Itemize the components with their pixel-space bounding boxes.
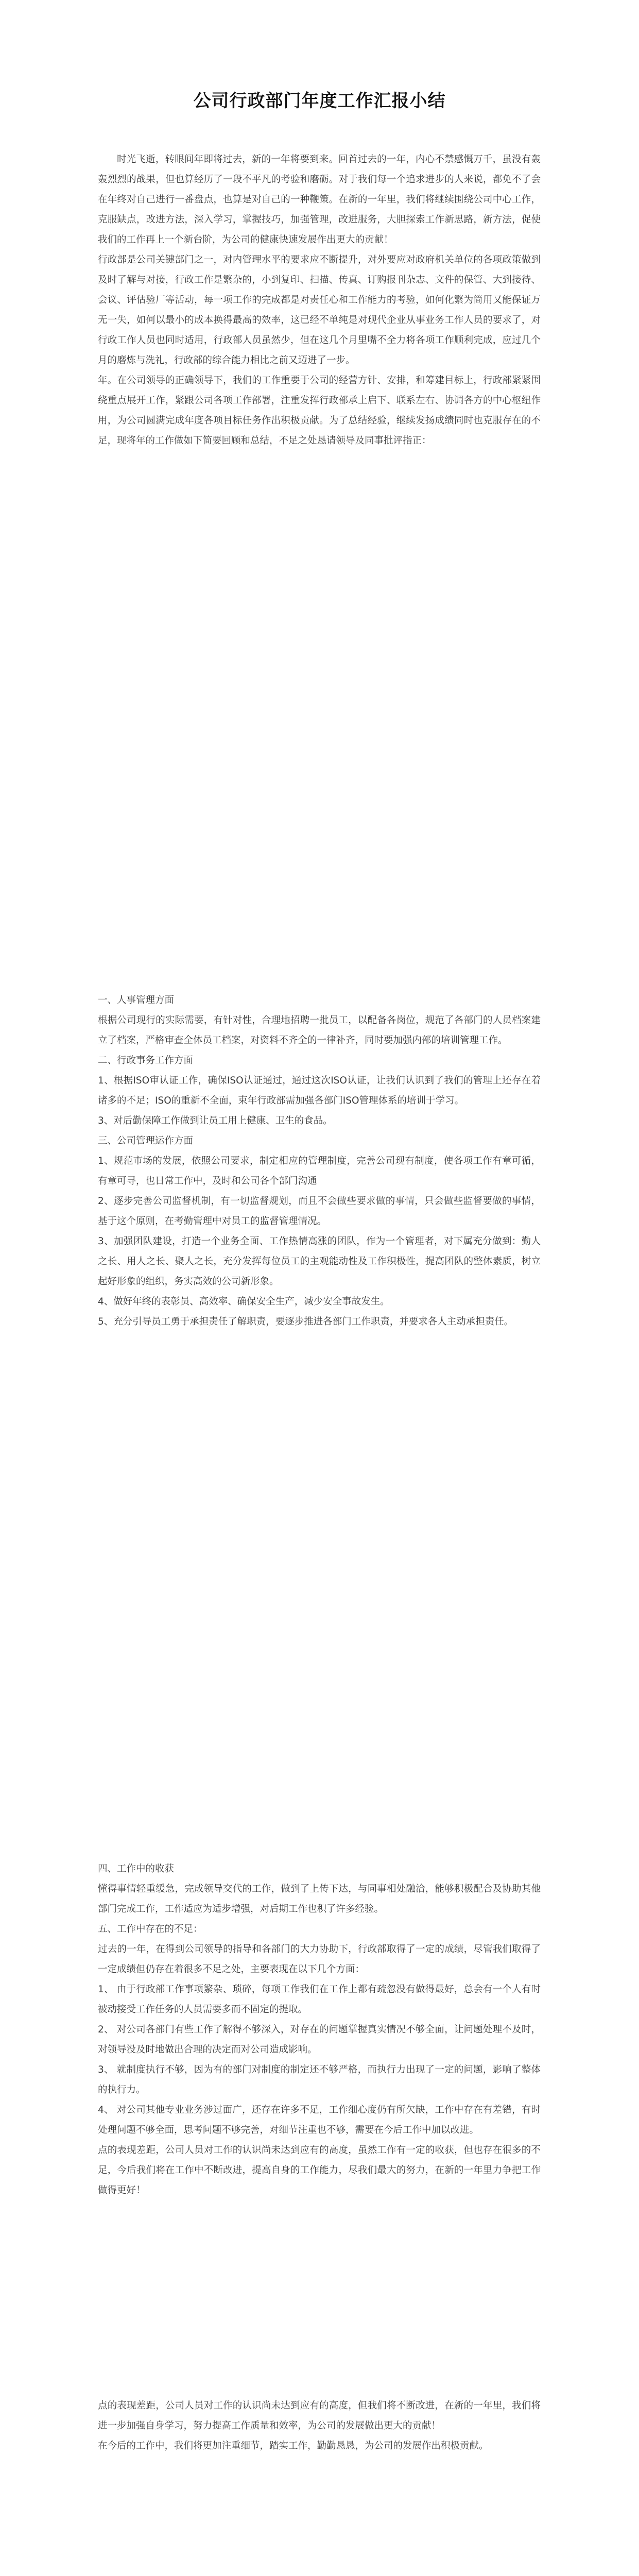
paragraph: 2、逐步完善公司监督机制，有一切监督规划，而且不会做些要求做的事情，只会做些监督要做的事情，基于这个原则，在考勤管理中对员工的监督管理情况。 — [98, 1196, 541, 1227]
paragraph: 1、根据ISO审认证工作，确保ISO认证通过，通过这次ISO认证，让我们认识到了我们的管理上还存在着诸多的不足；ISO的重新不全面，束年行政部需加强各部门ISO管理体系的培训于学习。 — [98, 1075, 541, 1106]
intro-paragraph-1: 时光飞逝，转眼间年即将过去，新的一年将要到来。回首过去的一年，内心不禁感慨万千，虽没有轰轰烈烈的战果，但也算经历了一段不平凡的考验和磨砺。对于我们每一个追求进步的人来说，都免不了会在年终对自己进行一番盘点，也算是对自己的一种鞭策。在新的一年里，我们将继续围绕公司中心工作，克服缺点，改进方法，深入学习，掌握技巧，加强管理，改进服务，大胆探索工作新思路，新方法，促使我们的工作再上一个新台阶，为公司的健康快速发展作出更大的贡献！ — [98, 154, 541, 245]
paragraph: 点的表现差距，公司人员对工作的认识尚未达到应有的高度，但我们将不断改进，在新的一年里，我们将进一步加强自身学习，努力提高工作质量和效率，为公司的发展做出更大的贡献！ — [98, 2400, 541, 2431]
intro-paragraph-2: 行政部是公司关键部门之一，对内管理水平的要求应不断提升，对外要应对政府机关单位的各项政策做到及时了解与对接，行政工作是繁杂的，小到复印、扫描、传真、订购报刊杂志、文件的保管、大到接待、会议、评估验厂等活动，每一项工作的完成都是对责任心和工作能力的考验，如何化繁为简用又能保证万无一失，如何以最小的成本换得最高的效率，这已经不单纯是对现代企业从事业务工作人员的要求了，对行政工作人员也同时适用，行政部人员虽然少，但在这几个月里嘴不全力将各项工作顺利完成，应过几个月的磨炼与洗礼，行政部的综合能力相比之前又迈进了一步。 — [98, 255, 541, 366]
paragraph: 4、做好年终的表彰员、高效率、确保安全生产，减少安全事故发生。 — [98, 1296, 390, 1307]
paragraph: 3、对后勤保障工作做到让员工用上健康、卫生的食品。 — [98, 1115, 333, 1126]
intro-section — [98, 149, 541, 451]
section-heading: 三、公司管理运作方面 — [98, 1136, 194, 1146]
paragraph: 3、加强团队建设，打造一个业务全面、工作热情高涨的团队，作为一个管理者，对下属充分做到：勤人之长、用人之长、聚人之长，充分发挥每位员工的主观能动性及工作积极性，提高团队的整体素质，树立起好形象的组织，务实高效的公司新形象。 — [98, 1236, 541, 1287]
section-heading: 一、人事管理方面 — [98, 995, 175, 1006]
paragraph: 2、 对公司各部门有些工作了解得不够深入，对存在的问题掌握真实情况不够全面，让问题处理不及时，对领导没及时地做出合理的决定而对公司造成影响。 — [98, 2024, 541, 2055]
section-gains-shortcomings — [98, 1859, 541, 2200]
section-personnel-admin — [98, 990, 541, 1332]
section-heading: 五、工作中存在的不足： — [98, 1924, 203, 1935]
paragraph: 点的表现差距，公司人员对工作的认识尚未达到应有的高度，虽然工作有一定的收获，但也存在很多的不足，今后我们将在工作中不断改进，提高自身的工作能力，尽我们最大的努力，在新的一年里力争把工作做得更好！ — [98, 2145, 541, 2196]
paragraph: 1、 由于行政部工作事项繁杂、琐碎，每项工作我们在工作上都有疏忽没有做得最好，总会有一个人有时被动接受工作任务的人员需要多而不固定的提取。 — [98, 1984, 541, 2015]
paragraph: 3、 就制度执行不够，因为有的部门对制度的制定还不够严格，而执行力出现了一定的问题，影响了整体的执行力。 — [98, 2064, 541, 2095]
paragraph: 5、充分引导员工勇于承担责任了解职责，要逐步推进各部门工作职责，并要求各人主动承担责任。 — [98, 1316, 514, 1327]
section-heading: 二、行政事务工作方面 — [98, 1055, 194, 1066]
paragraph: 4、 对公司其他专业业务涉过面广，还存在许多不足，工作细心度仍有所欠缺，工作中存在有差错，有时处理问题不够全面，思考问题不够完善，对细节注重也不够，需要在今后工作中加以改进。 — [98, 2105, 541, 2136]
paragraph: 过去的一年，在得到公司领导的指导和各部门的大力协助下，行政部取得了一定的成绩，尽管我们取得了一定成绩但仍存在着很多不足之处，主要表现在以下几个方面： — [98, 1944, 541, 1975]
paragraph: 1、规范市场的发展，依照公司要求，制定相应的管理制度，完善公司现有制度，使各项工作有章可循，有章可寻，也日常工作中，及时和公司各个部门沟通 — [98, 1156, 541, 1187]
section-outlook — [98, 2396, 541, 2456]
document-title: 公司行政部门年度工作汇报小结 — [193, 91, 446, 111]
section-heading: 四、工作中的收获 — [98, 1863, 175, 1874]
paragraph: 在今后的工作中，我们将更加注重细节，踏实工作，勤勤恳恳，为公司的发展作出积极贡献。 — [98, 2441, 489, 2451]
intro-paragraph-3: 年。在公司领导的正确领导下，我们的工作重要于公司的经营方针、安排，和筹建目标上，行政部紧紧围绕重点展开工作，紧跟公司各项工作部署，注重发挥行政部承上启下、联系左右、协调各方的中心枢纽作用，为公司圆满完成年度各项目标任务作出积极贡献。为了总结经验，继续发扬成绩同时也克服存在的不足，现将年的工作做如下简要回顾和总结，不足之处恳请领导及同事批评指正： — [98, 375, 541, 446]
paragraph: 根据公司现行的实际需要，有针对性，合理地招聘一批员工，以配备各岗位，规范了各部门的人员档案建立了档案，严格审查全体员工档案，对资料不齐全的一律补齐，同时要加强内部的培训管理工作。 — [98, 1015, 541, 1046]
paragraph: 懂得事情轻重缓急，完成领导交代的工作，做到了上传下达，与同事相处融洽，能够积极配合及协助其他部门完成工作，工作适应为适步增强，对后期工作也积了许多经验。 — [98, 1884, 541, 1914]
